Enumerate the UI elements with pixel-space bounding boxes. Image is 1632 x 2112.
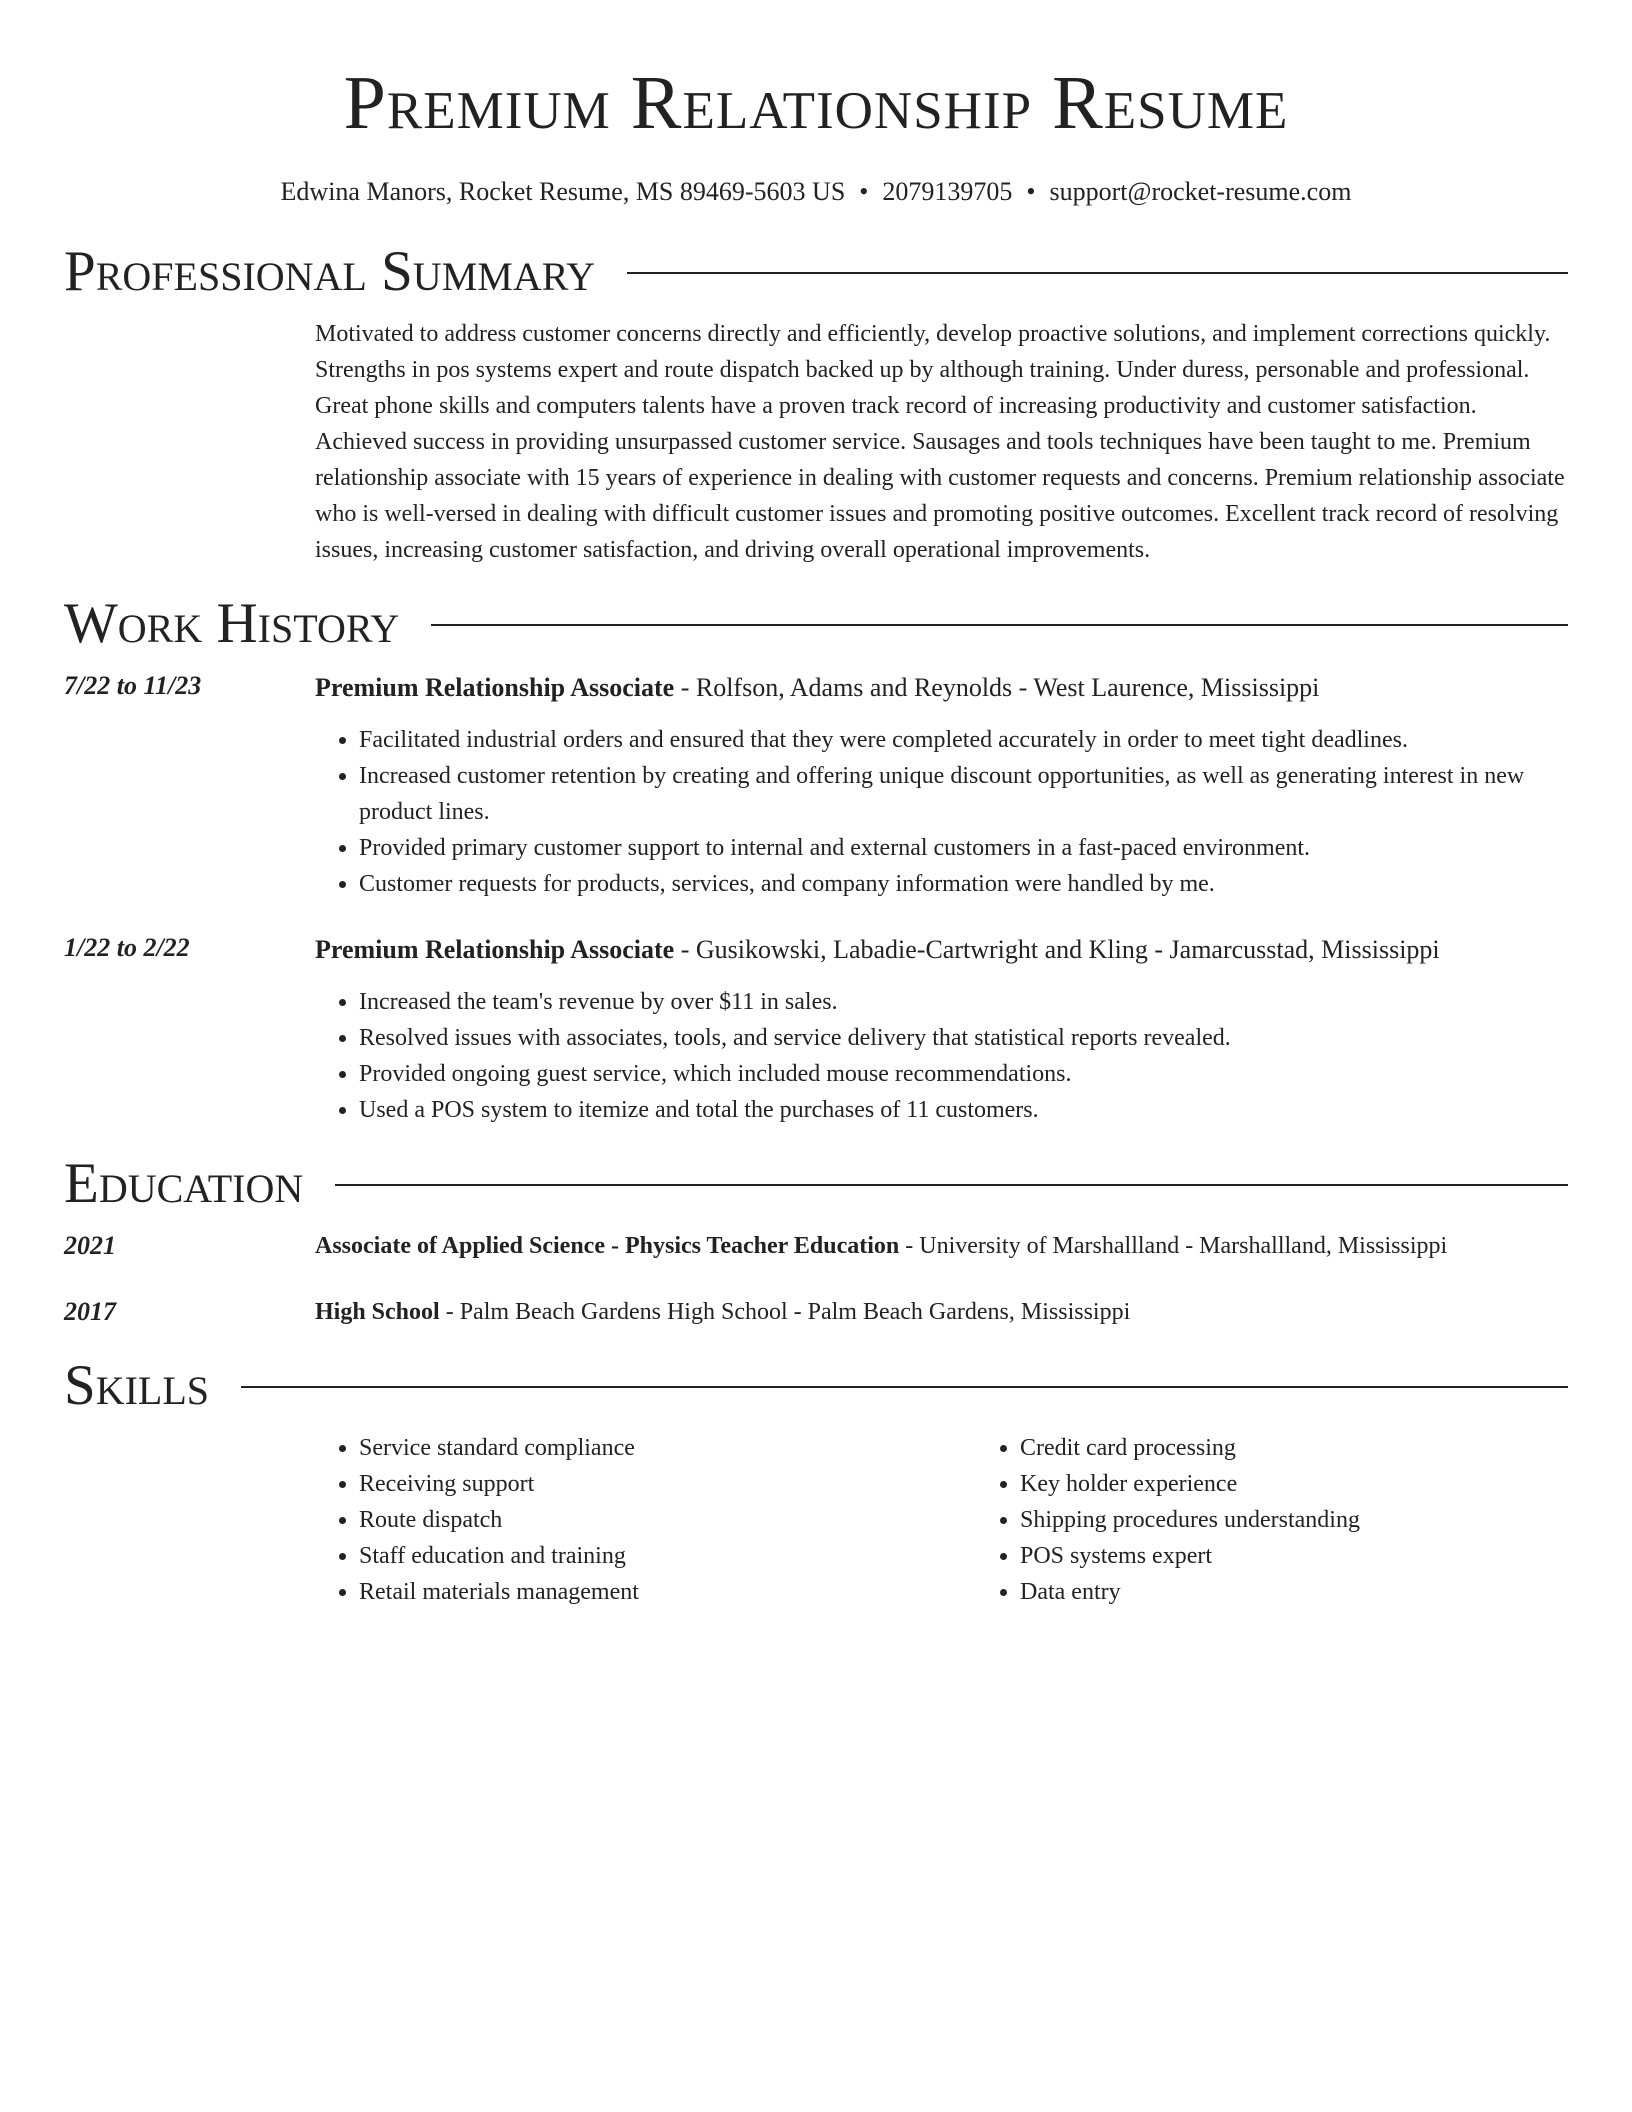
- job-heading: [315, 668, 1568, 708]
- education-school: - Palm Beach Gardens High School - Palm Beach Gardens, Mississippi: [439, 1299, 1131, 1325]
- job-entry: [64, 668, 1568, 902]
- summary-section-header: [64, 240, 1568, 304]
- education-year: 2021: [64, 1231, 116, 1260]
- job-employer: - Rolfson, Adams and Reynolds - West Laurence, Mississippi: [674, 673, 1320, 702]
- skill-item: • Shipping procedures understanding: [1020, 1502, 1632, 1538]
- skill-item: • Data entry: [1020, 1574, 1632, 1610]
- job-bullet: • Used a POS system to itemize and total the purchases of 11 customers.: [359, 1092, 1568, 1128]
- education-heading: Education: [64, 1152, 304, 1215]
- education-entry: [64, 1294, 1568, 1330]
- work-heading: Work History: [64, 592, 400, 655]
- job-dates: 7/22 to 11/23: [64, 671, 202, 700]
- skill-item: • Service standard compliance: [359, 1430, 976, 1466]
- education-entry: [64, 1228, 1568, 1264]
- job-bullets: [315, 984, 1568, 1128]
- skill-item: • POS systems expert: [1020, 1538, 1632, 1574]
- skills-heading: Skills: [64, 1354, 210, 1417]
- job-bullet: • Increased the team's revenue by over $11 in sales.: [359, 984, 1568, 1020]
- job-bullet: • Customer requests for products, services, and company information were handled by me.: [359, 866, 1568, 902]
- skill-item: • Receiving support: [359, 1466, 976, 1502]
- contact-email: support@rocket-resume.com: [1049, 177, 1352, 206]
- job-dates: 1/22 to 2/22: [64, 933, 190, 962]
- education-degree: High School: [315, 1299, 440, 1325]
- contact-separator: •: [859, 177, 869, 206]
- skill-item: • Route dispatch: [359, 1502, 976, 1538]
- section-divider: [335, 1184, 1568, 1186]
- job-employer: - Gusikowski, Labadie-Cartwright and Kling - Jamarcusstad, Mississippi: [674, 935, 1440, 964]
- education-body: [315, 1294, 1568, 1330]
- job-body: [315, 930, 1568, 1128]
- skills-list: [315, 1430, 1568, 1610]
- skill-item: • Retail materials management: [359, 1574, 976, 1610]
- job-bullets: [315, 722, 1568, 902]
- contact-line: [64, 176, 1568, 208]
- contact-separator: •: [1026, 177, 1036, 206]
- job-heading: [315, 930, 1568, 970]
- job-bullet: • Increased customer retention by creating and offering unique discount opportunities, as well as generating interest in new product lines.: [359, 758, 1568, 830]
- education-school: - University of Marshallland - Marshallland, Mississippi: [899, 1233, 1448, 1259]
- resume-title: Premium Relationship Resume: [343, 61, 1289, 145]
- job-bullet: • Facilitated industrial orders and ensured that they were completed accurately in order to meet tight deadlines.: [359, 722, 1568, 758]
- skills-column-left: [315, 1430, 976, 1610]
- contact-address: Edwina Manors, Rocket Resume, MS 89469-5603 US: [280, 177, 846, 206]
- education-degree: Associate of Applied Science - Physics Teacher Education: [315, 1233, 900, 1259]
- skill-item: • Staff education and training: [359, 1538, 976, 1574]
- skill-item: • Credit card processing: [1020, 1430, 1632, 1466]
- job-bullet: • Provided primary customer support to internal and external customers in a fast-paced environment.: [359, 830, 1568, 866]
- contact-phone: 2079139705: [882, 177, 1013, 206]
- job-bullet: • Provided ongoing guest service, which included mouse recommendations.: [359, 1056, 1568, 1092]
- job-bullet: • Resolved issues with associates, tools, and service delivery that statistical reports revealed.: [359, 1020, 1568, 1056]
- skill-item: • Key holder experience: [1020, 1466, 1632, 1502]
- education-year: 2017: [64, 1297, 116, 1326]
- job-title: Premium Relationship Associate: [315, 673, 675, 702]
- section-divider: [431, 624, 1568, 626]
- job-title: Premium Relationship Associate: [315, 935, 675, 964]
- work-section-header: [64, 592, 1568, 656]
- summary-heading: Professional Summary: [64, 240, 596, 303]
- job-body: [315, 668, 1568, 902]
- skills-section-header: [64, 1354, 1568, 1418]
- education-body: [315, 1228, 1568, 1264]
- skills-column-right: [976, 1430, 1632, 1610]
- summary-text: Motivated to address customer concerns directly and efficiently, develop proactive solutions, and implement corrections quickly. Strengths in pos systems expert and route dispatch backed up by although training. Under duress, personable and professional. Great phone skills and computers talents have a proven track record of increasing productivity and customer satisfaction. Achieved success in providing unsurpassed customer service. Sausages and tools techniques have been taught to me. Premium relationship associate with 15 years of experience in dealing with customer requests and concerns. Premium relationship associate who is well-versed in dealing with difficult customer issues and promoting positive outcomes. Excellent track record of resolving issues, increasing customer satisfaction, and driving overall operational improvements.: [315, 321, 1565, 563]
- section-divider: [241, 1386, 1568, 1388]
- section-divider: [627, 272, 1568, 274]
- education-section-header: [64, 1152, 1568, 1216]
- job-entry: [64, 930, 1568, 1128]
